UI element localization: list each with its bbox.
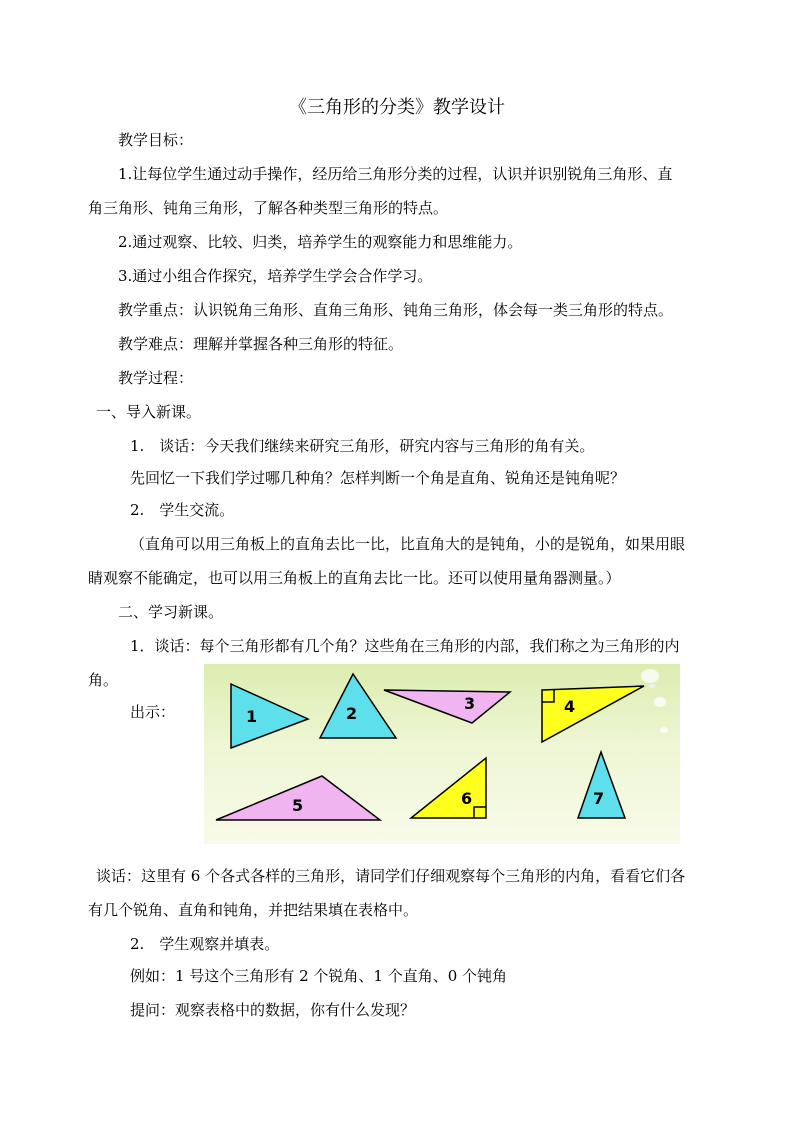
- triangles-figure: [204, 664, 680, 844]
- document-title: 《三角形的分类》教学设计: [289, 97, 505, 118]
- section-1-step-1: 1. 谈话：今天我们继续来研究三角形，研究内容与三角形的角有关。: [130, 437, 595, 455]
- teaching-focus: 教学重点：认识锐角三角形、直角三角形、钝角三角形，体会每一类三角形的特点。: [118, 301, 674, 319]
- triangle-2: [320, 674, 396, 738]
- example-line: 例如：1 号这个三角形有 2 个锐角、1 个直角、0 个钝角: [130, 967, 508, 985]
- show-label: 出示：: [130, 703, 176, 721]
- teaching-process-heading: 教学过程：: [118, 369, 194, 387]
- section-2-heading: 二、学习新课。: [118, 603, 224, 621]
- triangle-3-label: 3: [464, 694, 476, 713]
- triangle-3: [384, 690, 510, 723]
- section-1-question: 先回忆一下我们学过哪几种角？怎样判断一个角是直角、锐角还是钝角呢？: [130, 469, 626, 487]
- discussion-line-2: 有几个锐角、直角和钝角，并把结果填在表格中。: [88, 901, 419, 919]
- water-drops-decoration: [641, 669, 668, 733]
- section-1-heading: 一、导入新课。: [96, 403, 202, 421]
- section-2-step-1-line-2: 角。: [88, 671, 119, 689]
- triangle-2-label: 2: [346, 704, 358, 723]
- triangle-4-label: 4: [564, 697, 576, 716]
- goal-1-line-2: 角三角形、钝角三角形，了解各种类型三角形的特点。: [88, 199, 449, 217]
- triangle-5-label: 5: [292, 796, 304, 815]
- triangle-6-label: 6: [461, 789, 473, 808]
- goal-1-line-1: 1.让每位学生通过动手操作，经历给三角形分类的过程，认识并识别锐角三角形、直: [118, 165, 673, 183]
- teaching-difficulty: 教学难点：理解并掌握各种三角形的特征。: [118, 335, 404, 353]
- section-2-step-1-line-1: 1．谈话：每个三角形都有几个角？这些角在三角形的内部，我们称之为三角形的内: [130, 637, 680, 655]
- triangle-4: [542, 686, 644, 742]
- answer-line-1: （直角可以用三角板上的直角去比一比，比直角大的是钝角，小的是锐角，如果用眼: [130, 535, 686, 553]
- answer-line-2: 睛观察不能确定，也可以用三角板上的直角去比一比。还可以使用量角器测量。）: [88, 569, 621, 587]
- triangle-1-label: 1: [246, 707, 258, 726]
- triangles-svg: [204, 664, 680, 844]
- section-1-step-2: 2. 学生交流。: [130, 501, 235, 519]
- section-2-step-2: 2. 学生观察并填表。: [130, 935, 280, 953]
- triangle-7: [578, 752, 625, 818]
- discussion-line-1: 谈话：这里有 6 个各式各样的三角形，请同学们仔细观察每个三角形的内角，看看它们各: [96, 867, 686, 885]
- triangle-1: [231, 684, 308, 748]
- question-line: 提问：观察表格中的数据，你有什么发现？: [130, 1001, 416, 1019]
- goal-2: 2.通过观察、比较、归类，培养学生的观察能力和思维能力。: [118, 233, 523, 251]
- triangle-7-label: 7: [593, 789, 605, 808]
- goal-3: 3.通过小组合作探究，培养学生学会合作学习。: [118, 267, 433, 285]
- teaching-goals-heading: 教学目标：: [118, 131, 194, 149]
